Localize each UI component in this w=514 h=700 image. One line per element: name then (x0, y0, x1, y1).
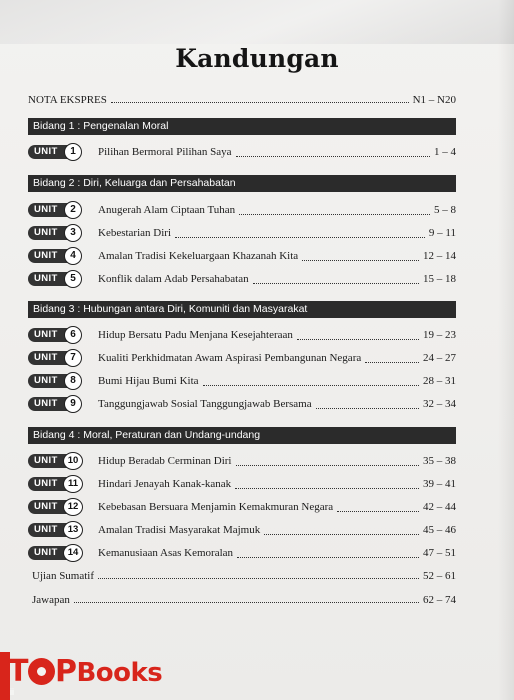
unit-title: Hidup Beradab Cerminan Diri (98, 455, 232, 467)
unit-title: Amalan Tradisi Kekeluargaan Khazanah Kita (98, 250, 299, 262)
toc-row-unit-10 (28, 450, 456, 472)
unit-number: 12 (63, 498, 83, 516)
toc-row-unit-11 (28, 473, 456, 495)
leader-dots (337, 510, 419, 512)
extra-pages: 52 – 61 (423, 570, 456, 582)
unit-badge (28, 326, 86, 344)
unit-badge-label: UNIT (28, 351, 74, 365)
unit-badge (28, 475, 86, 493)
unit-badge-label: UNIT (28, 397, 74, 411)
unit-title: Hindari Jenayah Kanak-kanak (98, 478, 232, 490)
leader-dots (302, 259, 419, 261)
leader-dots (74, 601, 419, 603)
leader-dots (239, 213, 430, 215)
unit-badge (28, 247, 86, 265)
toc-row-unit-14 (28, 542, 456, 564)
unit-badge (28, 270, 86, 288)
topbooks-logo (0, 652, 200, 700)
unit-number: 9 (64, 395, 82, 413)
top-decoration (0, 0, 514, 44)
unit-title: Anugerah Alam Ciptaan Tuhan (98, 204, 236, 216)
unit-badge-label: UNIT (28, 203, 74, 217)
unit-badge-label: UNIT (28, 249, 74, 263)
toc-row-unit-5 (28, 268, 456, 290)
unit-title: Kebestarian Diri (98, 227, 171, 239)
unit-pages: 35 – 38 (423, 455, 456, 467)
toc-row-unit-4 (28, 245, 456, 267)
unit-badge-label: UNIT (28, 500, 74, 514)
unit-badge (28, 521, 86, 539)
toc-row-unit-6 (28, 324, 456, 346)
unit-title: Kemanusiaan Asas Kemoralan (98, 547, 234, 559)
unit-badge (28, 395, 86, 413)
unit-badge-label: UNIT (28, 523, 74, 537)
unit-badge (28, 372, 86, 390)
toc-row-unit-1 (28, 141, 456, 163)
unit-number: 13 (63, 521, 83, 539)
toc-row-unit-2 (28, 199, 456, 221)
leader-dots (235, 487, 419, 489)
section-heading-bidang-4: Bidang 4 : Moral, Peraturan dan Undang-undang (28, 427, 456, 444)
unit-badge-label: UNIT (28, 374, 74, 388)
unit-badge (28, 143, 86, 161)
section-heading-bidang-1: Bidang 1 : Pengenalan Moral (28, 118, 456, 135)
unit-number: 5 (64, 270, 82, 288)
unit-pages: 39 – 41 (423, 478, 456, 490)
unit-number: 1 (64, 143, 82, 161)
unit-badge (28, 224, 86, 242)
logo-letter-t: T (8, 654, 28, 689)
unit-badge (28, 452, 86, 470)
unit-title: Hidup Bersatu Padu Menjana Kesejahteraan (98, 329, 293, 341)
leader-dots (237, 556, 419, 558)
unit-number: 4 (64, 247, 82, 265)
extra-label: Ujian Sumatif (32, 570, 95, 582)
leader-dots (236, 155, 430, 157)
logo-letter-p: P (54, 654, 77, 689)
logo-books: Books (76, 658, 163, 688)
logo-wordmark (8, 654, 162, 689)
unit-badge-label: UNIT (28, 226, 74, 240)
unit-badge (28, 498, 86, 516)
unit-pages: 5 – 8 (434, 204, 456, 216)
page-title: Kandungan (175, 44, 339, 73)
unit-pages: 15 – 18 (423, 273, 456, 285)
unit-number: 6 (64, 326, 82, 344)
unit-badge (28, 349, 86, 367)
unit-badge (28, 544, 86, 562)
toc-row-unit-12 (28, 496, 456, 518)
extra-label: Jawapan (32, 594, 70, 606)
unit-number: 10 (63, 452, 83, 470)
unit-badge-label: UNIT (28, 328, 74, 342)
toc-row-jawapan (28, 588, 456, 606)
unit-title: Bumi Hijau Bumi Kita (98, 375, 199, 387)
nota-label: NOTA EKSPRES (28, 94, 107, 106)
unit-title: Konflik dalam Adab Persahabatan (98, 273, 249, 285)
unit-badge-label: UNIT (28, 145, 74, 159)
page-number: ii (10, 687, 14, 697)
unit-title: Pilihan Bermoral Pilihan Saya (98, 146, 232, 158)
leader-dots (98, 577, 419, 579)
unit-pages: 42 – 44 (423, 501, 456, 513)
unit-title: Amalan Tradisi Masyarakat Majmuk (98, 524, 261, 536)
section-heading-bidang-2: Bidang 2 : Diri, Keluarga dan Persahabatan (28, 175, 456, 192)
leader-dots (316, 407, 419, 409)
leader-dots (203, 384, 419, 386)
toc-row-unit-3 (28, 222, 456, 244)
unit-number: 2 (64, 201, 82, 219)
toc-row-unit-9 (28, 393, 456, 415)
unit-number: 3 (64, 224, 82, 242)
toc-row-unit-7 (28, 347, 456, 369)
leader-dots (253, 282, 419, 284)
unit-badge-label: UNIT (28, 272, 74, 286)
unit-pages: 47 – 51 (423, 547, 456, 559)
leader-dots (236, 464, 420, 466)
logo-o-circle-icon (28, 658, 55, 685)
toc-row-nota (28, 88, 456, 106)
unit-number: 14 (63, 544, 83, 562)
unit-badge-label: UNIT (28, 477, 74, 491)
unit-title: Kebebasan Bersuara Menjamin Kemakmuran Negara (98, 501, 334, 513)
unit-pages: 19 – 23 (423, 329, 456, 341)
unit-pages: 9 – 11 (428, 227, 456, 239)
section-heading-bidang-3: Bidang 3 : Hubungan antara Diri, Komuniti dan Masyarakat (28, 301, 456, 318)
unit-number: 7 (64, 349, 82, 367)
unit-pages: 32 – 34 (423, 398, 456, 410)
toc-row-unit-13 (28, 519, 456, 541)
unit-badge-label: UNIT (28, 546, 74, 560)
leader-dots (264, 533, 419, 535)
unit-pages: 1 – 4 (434, 146, 456, 158)
unit-badge (28, 201, 86, 219)
toc-row-unit-8 (28, 370, 456, 392)
nota-pages: N1 – N20 (412, 94, 456, 106)
unit-pages: 28 – 31 (423, 375, 456, 387)
binding-shadow (498, 0, 514, 700)
extra-pages: 62 – 74 (423, 594, 456, 606)
toc-row-ujian-sumatif (28, 564, 456, 582)
unit-pages: 24 – 27 (423, 352, 456, 364)
unit-title: Kualiti Perkhidmatan Awam Aspirasi Pembangunan Negara (98, 352, 362, 364)
unit-number: 11 (63, 475, 83, 493)
leader-dots (111, 101, 409, 103)
unit-title: Tanggungjawab Sosial Tanggungjawab Bersama (98, 398, 312, 410)
leader-dots (297, 338, 419, 340)
leader-dots (365, 361, 419, 363)
unit-pages: 45 – 46 (423, 524, 456, 536)
leader-dots (175, 236, 425, 238)
unit-pages: 12 – 14 (423, 250, 456, 262)
unit-badge-label: UNIT (28, 454, 74, 468)
unit-number: 8 (64, 372, 82, 390)
